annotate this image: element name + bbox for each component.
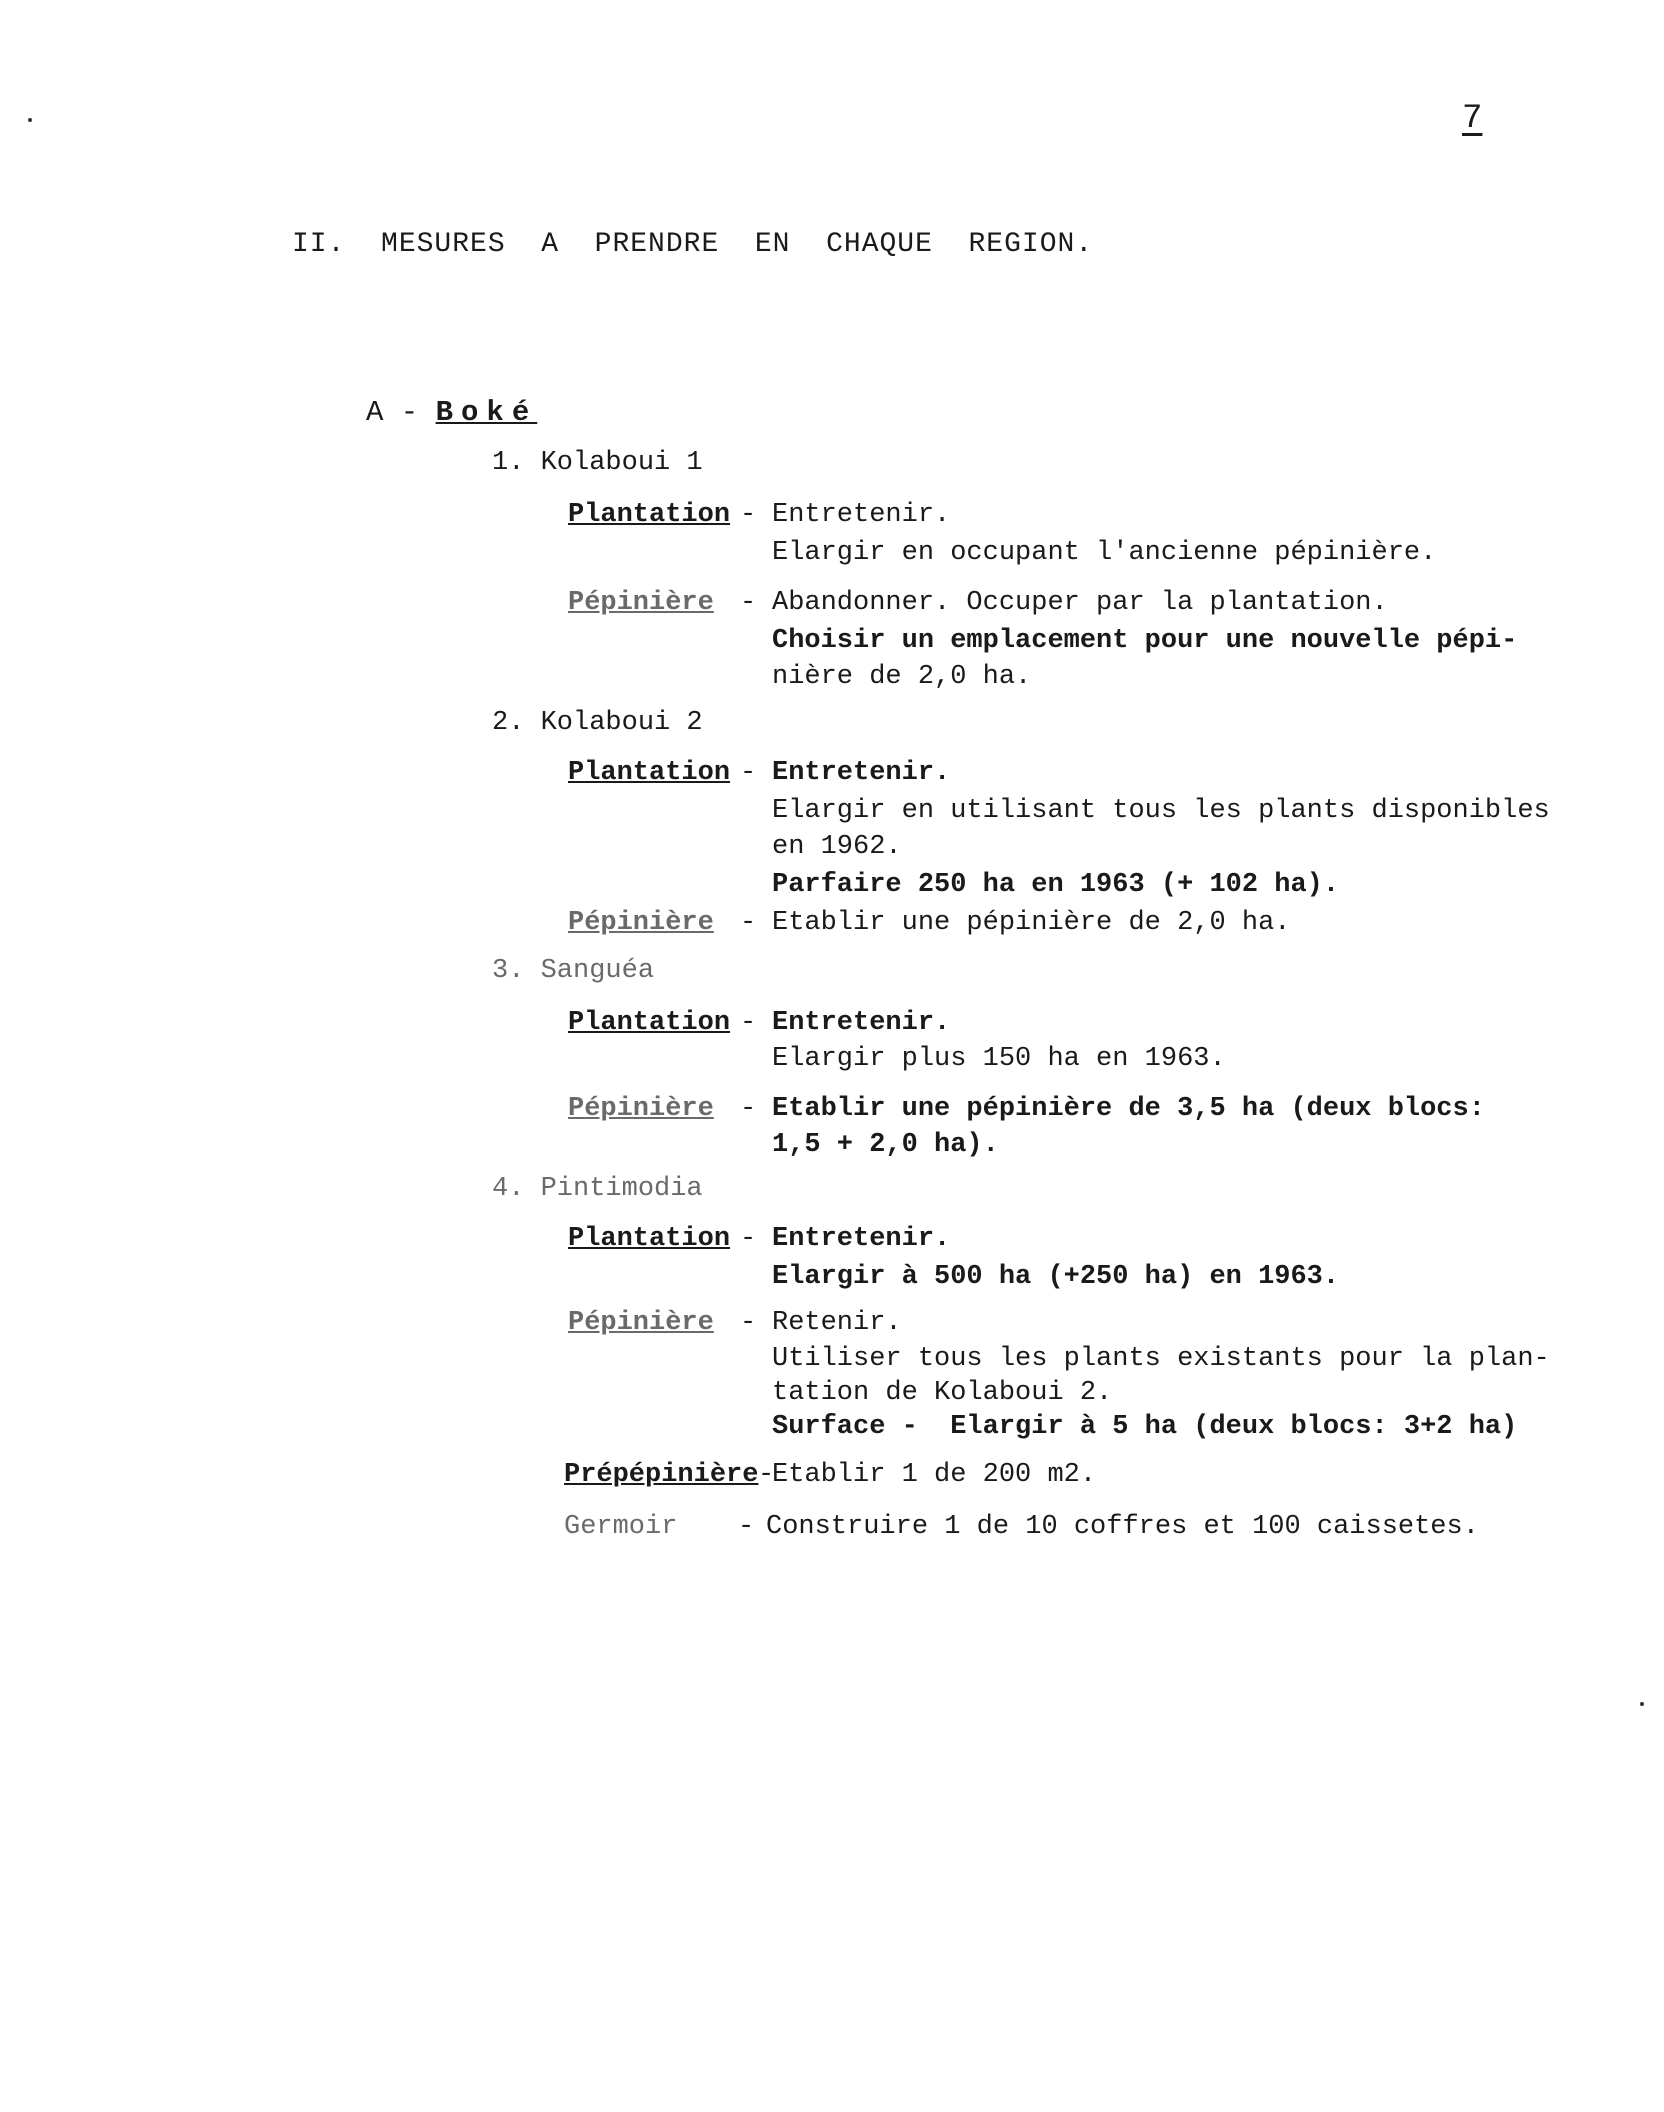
entry-line: Etablir une pépinière de 2,0 ha.: [772, 908, 1291, 938]
entry-line: Entretenir.: [772, 758, 951, 788]
entry-line: en 1962.: [772, 832, 902, 862]
site-heading-kolaboui-2: 2. Kolaboui 2: [492, 708, 703, 738]
entry-line: tation de Kolaboui 2.: [772, 1378, 1113, 1408]
entry-line: 1,5 + 2,0 ha).: [772, 1130, 999, 1160]
entry-line: Parfaire 250 ha en 1963 (+ 102 ha).: [772, 870, 1340, 900]
entry-line: Elargir plus 150 ha en 1963.: [772, 1044, 1226, 1074]
entry-line: Utiliser tous les plants existants pour la plan-: [772, 1344, 1550, 1374]
entry-line: Etablir une pépinière de 3,5 ha (deux blocs:: [772, 1094, 1485, 1124]
entry-label-plantation: Plantation: [568, 1008, 731, 1038]
entry-dash: -: [740, 758, 757, 788]
entry-dash: -: [740, 1008, 757, 1038]
entry-dash: -: [740, 500, 757, 530]
entry-line: Choisir un emplacement pour une nouvelle pépi-: [772, 626, 1518, 656]
entry-line: Elargir à 500 ha (+250 ha) en 1963.: [772, 1262, 1340, 1292]
scan-speck: [28, 118, 32, 122]
entry-label-prepepiniere: Prépépinière: [564, 1460, 759, 1490]
scan-speck: [1640, 1702, 1644, 1706]
region-title: [366, 396, 537, 429]
entry-line: Surface - Elargir à 5 ha (deux blocs: 3+2 ha): [772, 1412, 1518, 1442]
entry-line: Etablir 1 de 200 m2.: [772, 1460, 1097, 1490]
entry-line: Entretenir.: [772, 1224, 951, 1254]
page-number: 7: [1462, 100, 1483, 138]
entry-label-germoir: Germoir: [564, 1512, 678, 1542]
entry-label-plantation: Plantation: [568, 758, 731, 788]
region-name: Boké: [435, 396, 538, 429]
entry-dash: -: [738, 1512, 755, 1542]
entry-label-pepiniere: Pépinière: [568, 908, 714, 938]
entry-dash: -: [758, 1460, 775, 1490]
entry-label-pepiniere: Pépinière: [568, 588, 714, 618]
entry-line: Entretenir.: [772, 1008, 951, 1038]
entry-label-pepiniere: Pépinière: [568, 1094, 714, 1124]
entry-label-plantation: Plantation: [568, 500, 731, 530]
entry-line: nière de 2,0 ha.: [772, 662, 1032, 692]
entry-line: Elargir en occupant l'ancienne pépinière.: [772, 538, 1437, 568]
entry-line: Elargir en utilisant tous les plants disponibles: [772, 796, 1550, 826]
site-heading-sanguea: 3. Sanguéa: [492, 956, 655, 986]
entry-dash: -: [740, 1094, 757, 1124]
entry-label-pepiniere: Pépinière: [568, 1308, 714, 1338]
entry-label-plantation: Plantation: [568, 1224, 731, 1254]
entry-line: Construire 1 de 10 coffres et 100 caissetes.: [766, 1512, 1479, 1542]
entry-dash: -: [740, 1308, 757, 1338]
site-heading-pintimodia: 4. Pintimodia: [492, 1174, 703, 1204]
entry-line: Abandonner. Occuper par la plantation.: [772, 588, 1388, 618]
section-title: II. MESURES A PRENDRE EN CHAQUE REGION.: [292, 229, 1094, 260]
entry-dash: -: [740, 1224, 757, 1254]
entry-dash: -: [740, 588, 757, 618]
site-heading-kolaboui-1: 1. Kolaboui 1: [492, 448, 703, 478]
region-prefix: A -: [366, 396, 419, 429]
entry-line: Retenir.: [772, 1308, 902, 1338]
entry-dash: -: [740, 908, 757, 938]
entry-line: Entretenir.: [772, 500, 951, 530]
